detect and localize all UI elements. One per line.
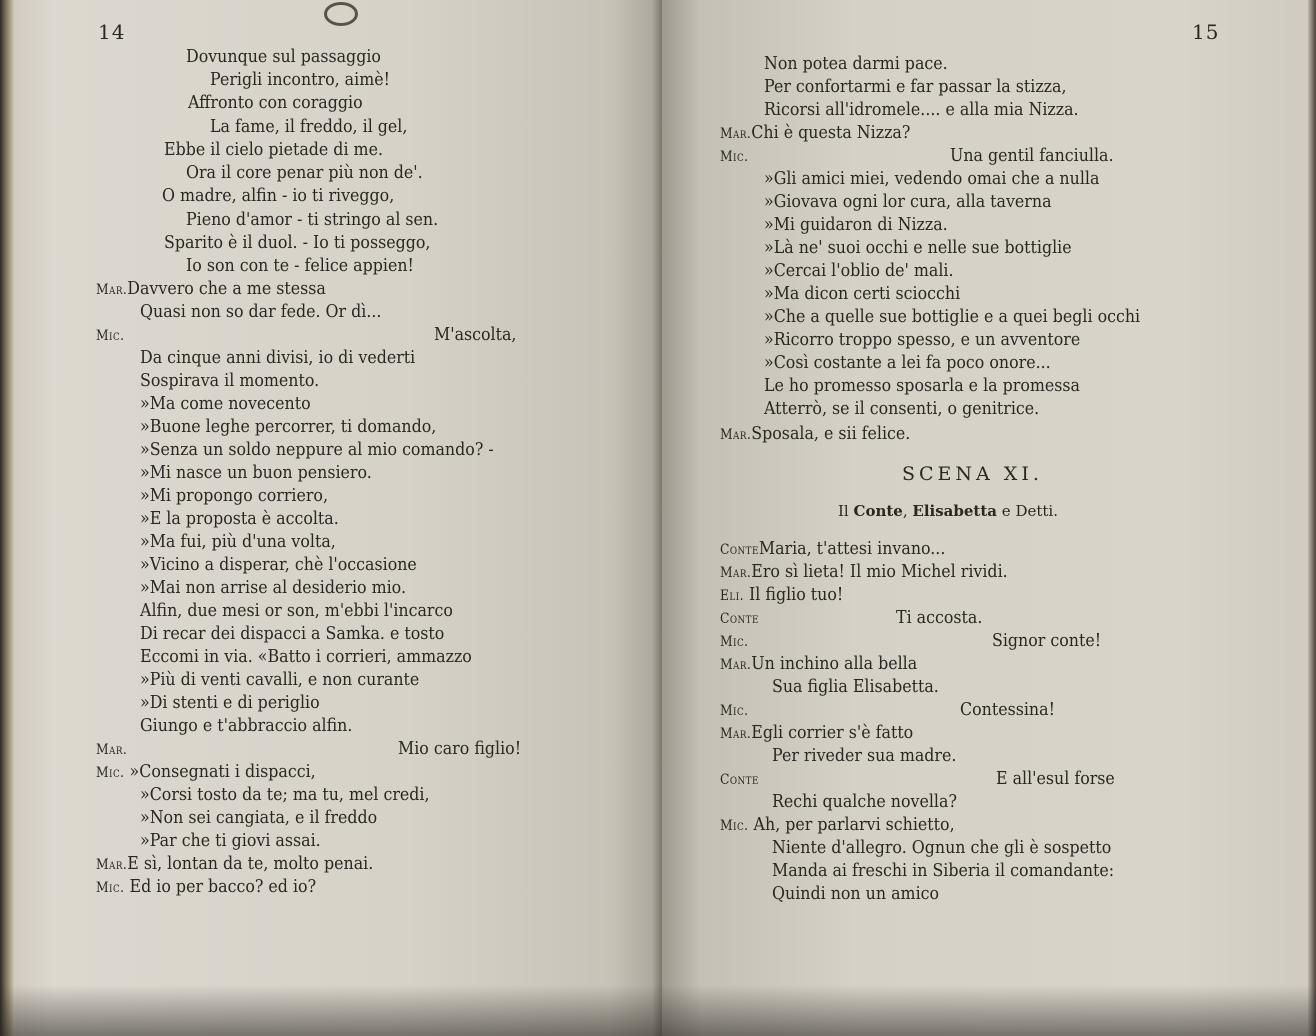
- dialogue-line: ConteMaria, t'attesi invano...: [720, 538, 946, 559]
- verse-line: Ora il core penar più non de'.: [186, 162, 423, 183]
- verse-line: »Giovava ogni lor cura, alla taverna: [764, 191, 1052, 212]
- verse-line: Perigli incontro, aimè!: [210, 69, 390, 90]
- verse-line: Affronto con coraggio: [188, 92, 363, 113]
- verse-line: Pieno d'amor - ti stringo al sen.: [186, 209, 439, 230]
- verse-line: »Par che ti giovi assai.: [140, 830, 321, 851]
- dialogue-line: Mic. Ah, per parlarvi schietto,: [720, 814, 955, 835]
- speaker-label: Mic.: [96, 765, 125, 781]
- verse-line: »Gli amici miei, vedendo omai che a nulla: [764, 168, 1100, 189]
- verse-line: Sparito è il duol. - Io ti posseggo,: [164, 232, 431, 253]
- verse-line: Sua figlia Elisabetta.: [772, 676, 939, 697]
- verse-line: Ricorsi all'idromele.... e alla mia Nizza.: [764, 99, 1079, 120]
- verse-line: »Mi guidaron di Nizza.: [764, 214, 948, 235]
- speaker-label: Mic.: [96, 328, 125, 344]
- dialogue-line: Mar.Ero sì lieta! Il mio Michel rividi.: [720, 561, 1008, 582]
- verse-line: Rechi qualche novella?: [772, 791, 957, 812]
- verse-line: »Non sei cangiata, e il freddo: [140, 807, 378, 828]
- ornament-icon: [324, 2, 358, 26]
- speaker-label: Mic.: [720, 149, 749, 165]
- speaker-label: Mar.: [720, 427, 752, 443]
- verse-line: Sospirava il momento.: [140, 370, 320, 391]
- verse-line: Quasi non so dar fede. Or dì...: [140, 301, 382, 322]
- speaker-label: Mar.: [96, 742, 128, 758]
- verse-line: Mio caro figlio!: [398, 738, 522, 759]
- verse-line: Per riveder sua madre.: [772, 745, 957, 766]
- verse-line: E all'esul forse: [996, 768, 1115, 789]
- verse-line: Giungo e t'abbraccio alfin.: [140, 715, 353, 736]
- verse-line: Ti accosta.: [896, 607, 983, 628]
- speaker-label: Mar.: [96, 282, 128, 298]
- verse-line: »Mi nasce un buon pensiero.: [140, 462, 372, 483]
- verse-line: »Ricorro troppo spesso, e un avventore: [764, 329, 1081, 350]
- dialogue-line: Mic. »Consegnati i dispacci,: [96, 761, 316, 782]
- verse-line: Eccomi in via. «Batto i corrieri, ammazzo: [140, 646, 472, 667]
- book-edge-right: [1308, 0, 1316, 1036]
- dialogue-line: Mic. Ed io per bacco? ed io?: [96, 876, 317, 897]
- speaker-label: Mar.: [720, 126, 752, 142]
- dialogue-line: Mar.Un inchino alla bella: [720, 653, 918, 674]
- verse-line: Manda ai freschi in Siberia il comandante:: [772, 860, 1115, 881]
- scene-subheading: Il Conte, Elisabetta e Detti.: [838, 502, 1058, 520]
- verse-line: »Più di venti cavalli, e non curante: [140, 669, 420, 690]
- dialogue-line: Mar.Chi è questa Nizza?: [720, 122, 911, 143]
- verse-line: »Senza un soldo neppure al mio comando? -: [140, 439, 494, 460]
- verse-line: La fame, il freddo, il gel,: [210, 116, 408, 137]
- left-page: [14, 0, 662, 1036]
- verse-line: Le ho promesso sposarla e la promessa: [764, 375, 1080, 396]
- verse-line: Io son con te - felice appien!: [186, 255, 414, 276]
- dialogue-line: Mar.Sposala, e sii felice.: [720, 423, 911, 444]
- speaker-label: Mar.: [720, 726, 752, 742]
- verse-line: »E la proposta è accolta.: [140, 508, 339, 529]
- speaker-label: Mar.: [96, 857, 128, 873]
- verse-line: M'ascolta,: [434, 324, 517, 345]
- verse-line: »Corsi tosto da te; ma tu, mel credi,: [140, 784, 430, 805]
- dialogue-line: Eli. Il figlio tuo!: [720, 584, 844, 605]
- verse-line: Atterrò, se il consenti, o genitrice.: [764, 398, 1040, 419]
- speaker-label: Mic.: [96, 880, 125, 896]
- verse-line: Dovunque sul passaggio: [186, 46, 381, 67]
- dialogue-line: Mar.E sì, lontan da te, molto penai.: [96, 853, 374, 874]
- verse-line: »Là ne' suoi occhi e nelle sue bottiglie: [764, 237, 1072, 258]
- speaker-label: Conte: [720, 772, 759, 788]
- speaker-label: Conte: [720, 611, 759, 627]
- scene-heading: SCENA XI.: [902, 463, 1043, 485]
- speaker-label: Mic.: [720, 703, 749, 719]
- right-page: [662, 0, 1308, 1036]
- speaker-label: Mic.: [720, 818, 749, 834]
- verse-line: Niente d'allegro. Ognun che gli è sospetto: [772, 837, 1112, 858]
- speaker-label: Eli.: [720, 588, 744, 604]
- verse-line: Contessina!: [960, 699, 1055, 720]
- verse-line: Signor conte!: [992, 630, 1102, 651]
- page-bottom-shadow: [0, 985, 1316, 1036]
- book-edge-left: [0, 0, 14, 1036]
- verse-line: »Ma dicon certi sciocchi: [764, 283, 961, 304]
- speaker-label: Conte: [720, 542, 759, 558]
- speaker-label: Mar.: [720, 657, 752, 673]
- verse-line: Per confortarmi e far passar la stizza,: [764, 76, 1067, 97]
- page-number-left: 14: [98, 20, 126, 44]
- verse-line: »Cercai l'oblio de' mali.: [764, 260, 954, 281]
- verse-line: »Ma fui, più d'una volta,: [140, 531, 336, 552]
- verse-line: »Buone leghe percorrer, ti domando,: [140, 416, 437, 437]
- verse-line: »Così costante a lei fa poco onore...: [764, 352, 1051, 373]
- dialogue-line: Mar.Davvero che a me stessa: [96, 278, 326, 299]
- verse-line: Quindi non un amico: [772, 883, 940, 904]
- verse-line: Di recar dei dispacci a Samka. e tosto: [140, 623, 445, 644]
- verse-line: »Di stenti e di periglio: [140, 692, 320, 713]
- verse-line: Alfin, due mesi or son, m'ebbi l'incarco: [140, 600, 453, 621]
- verse-line: »Che a quelle sue bottiglie e a quei begli occhi: [764, 306, 1141, 327]
- verse-line: Ebbe il cielo pietade di me.: [164, 139, 383, 160]
- verse-line: »Vicino a disperar, chè l'occasione: [140, 554, 417, 575]
- verse-line: »Mai non arrise al desiderio mio.: [140, 577, 406, 598]
- verse-line: O madre, alfin - io ti riveggo,: [162, 185, 395, 206]
- page-number-right: 15: [1192, 20, 1220, 44]
- verse-line: Da cinque anni divisi, io di vederti: [140, 347, 416, 368]
- verse-line: Una gentil fanciulla.: [950, 145, 1114, 166]
- dialogue-line: Mar.Egli corrier s'è fatto: [720, 722, 914, 743]
- verse-line: »Ma come novecento: [140, 393, 311, 414]
- speaker-label: Mic.: [720, 634, 749, 650]
- speaker-label: Mar.: [720, 565, 752, 581]
- verse-line: »Mi propongo corriero,: [140, 485, 328, 506]
- verse-line: Non potea darmi pace.: [764, 53, 948, 74]
